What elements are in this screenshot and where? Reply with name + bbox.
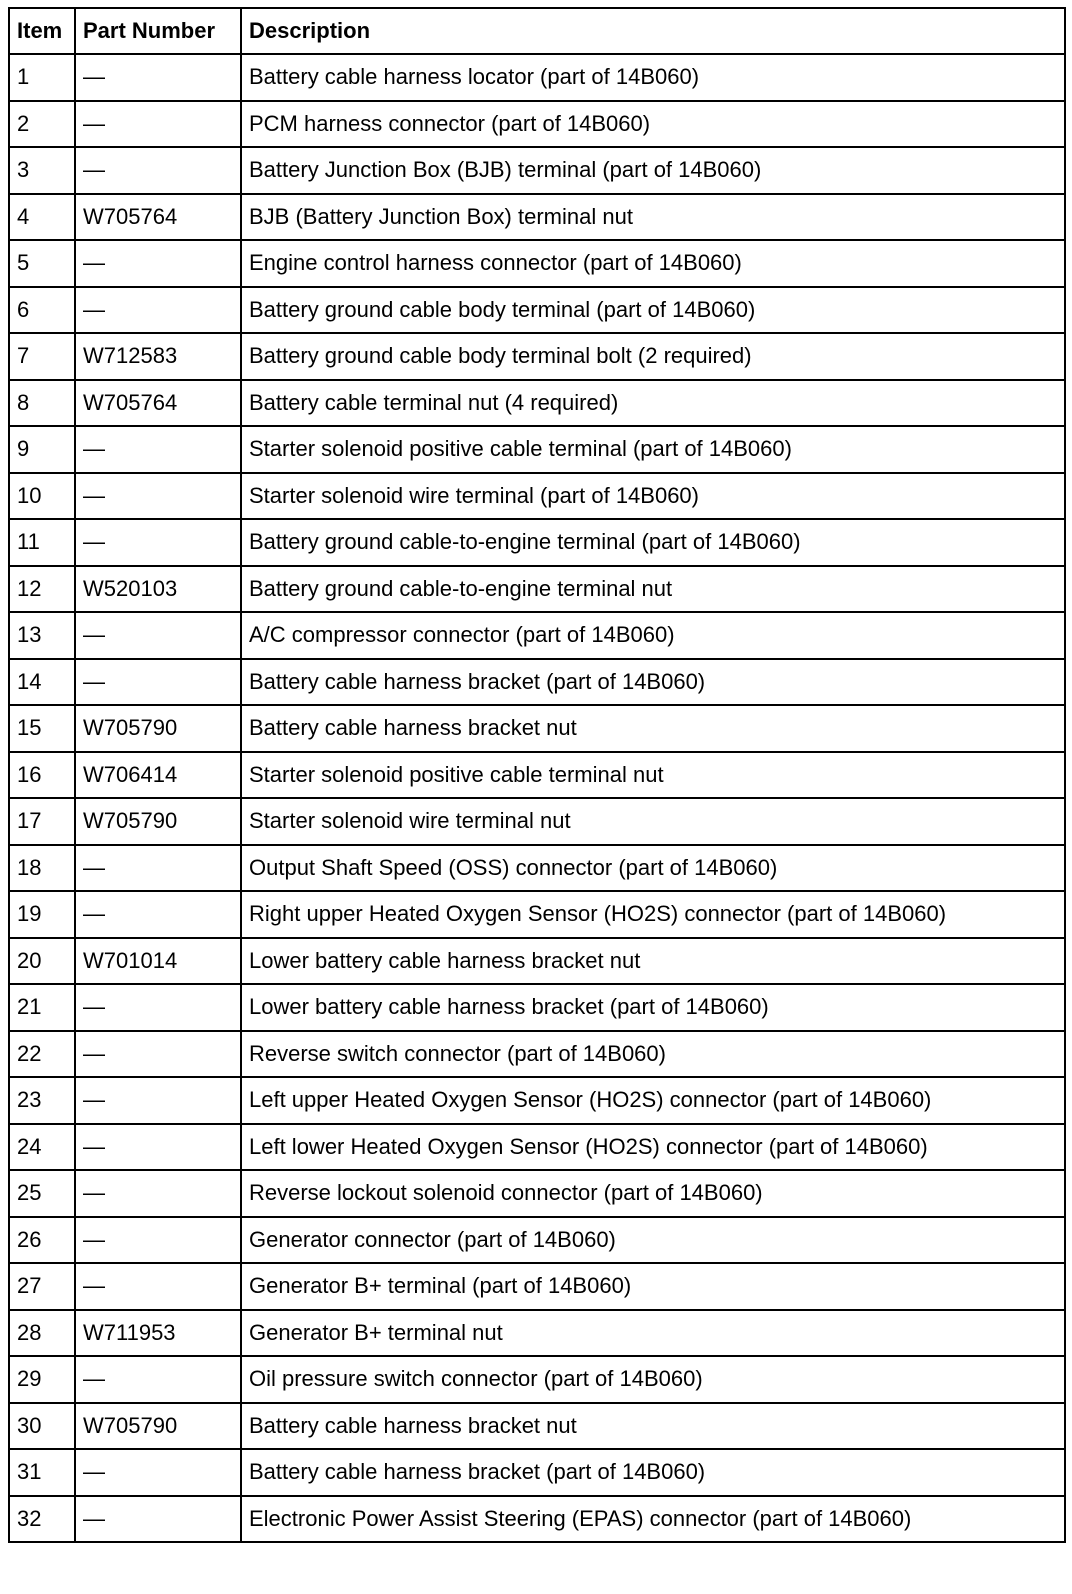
description-cell: Starter solenoid wire terminal nut (241, 798, 1065, 845)
table-row (9, 705, 1065, 752)
description-cell: A/C compressor connector (part of 14B060) (241, 612, 1065, 659)
table-row (9, 101, 1065, 148)
part-number-cell: — (75, 659, 241, 706)
table-row (9, 1031, 1065, 1078)
description-cell: Battery ground cable body terminal (part of 14B060) (241, 287, 1065, 334)
table-row (9, 519, 1065, 566)
part-number-cell: W712583 (75, 333, 241, 380)
description-cell: Battery cable harness locator (part of 14B060) (241, 54, 1065, 101)
description-cell: Engine control harness connector (part of 14B060) (241, 240, 1065, 287)
description-cell: Battery cable harness bracket nut (241, 705, 1065, 752)
item-cell: 3 (9, 147, 75, 194)
table-row (9, 752, 1065, 799)
part-number-cell: W705764 (75, 380, 241, 427)
description-cell: Battery cable harness bracket (part of 14B060) (241, 659, 1065, 706)
description-cell: Battery ground cable-to-engine terminal (part of 14B060) (241, 519, 1065, 566)
item-cell: 8 (9, 380, 75, 427)
description-cell: Left lower Heated Oxygen Sensor (HO2S) connector (part of 14B060) (241, 1124, 1065, 1171)
table-row (9, 426, 1065, 473)
description-cell: BJB (Battery Junction Box) terminal nut (241, 194, 1065, 241)
description-cell: Output Shaft Speed (OSS) connector (part of 14B060) (241, 845, 1065, 892)
description-cell: Electronic Power Assist Steering (EPAS) connector (part of 14B060) (241, 1496, 1065, 1543)
table-row (9, 333, 1065, 380)
item-cell: 17 (9, 798, 75, 845)
item-cell: 25 (9, 1170, 75, 1217)
item-cell: 4 (9, 194, 75, 241)
part-number-cell: — (75, 287, 241, 334)
part-number-cell: W705764 (75, 194, 241, 241)
item-cell: 30 (9, 1403, 75, 1450)
parts-table (8, 7, 1066, 1543)
item-cell: 29 (9, 1356, 75, 1403)
column-header-item: Item (9, 8, 75, 54)
table-row (9, 566, 1065, 613)
item-cell: 21 (9, 984, 75, 1031)
part-number-cell: — (75, 1077, 241, 1124)
table-row (9, 1217, 1065, 1264)
item-cell: 9 (9, 426, 75, 473)
part-number-cell: — (75, 1124, 241, 1171)
description-cell: Starter solenoid positive cable terminal nut (241, 752, 1065, 799)
item-cell: 20 (9, 938, 75, 985)
part-number-cell: — (75, 845, 241, 892)
description-cell: Generator connector (part of 14B060) (241, 1217, 1065, 1264)
table-body (9, 54, 1065, 1542)
description-cell: Left upper Heated Oxygen Sensor (HO2S) connector (part of 14B060) (241, 1077, 1065, 1124)
part-number-cell: — (75, 101, 241, 148)
item-cell: 31 (9, 1449, 75, 1496)
part-number-cell: — (75, 612, 241, 659)
table-header (9, 8, 1065, 54)
table-row (9, 612, 1065, 659)
description-cell: Reverse lockout solenoid connector (part of 14B060) (241, 1170, 1065, 1217)
description-cell: Oil pressure switch connector (part of 14B060) (241, 1356, 1065, 1403)
part-number-cell: — (75, 1217, 241, 1264)
part-number-cell: — (75, 891, 241, 938)
description-cell: Starter solenoid positive cable terminal (part of 14B060) (241, 426, 1065, 473)
item-cell: 23 (9, 1077, 75, 1124)
table-row (9, 380, 1065, 427)
table-row (9, 1170, 1065, 1217)
item-cell: 11 (9, 519, 75, 566)
item-cell: 6 (9, 287, 75, 334)
part-number-cell: — (75, 147, 241, 194)
description-cell: Battery ground cable body terminal bolt (2 required) (241, 333, 1065, 380)
item-cell: 18 (9, 845, 75, 892)
part-number-cell: — (75, 426, 241, 473)
part-number-cell: W520103 (75, 566, 241, 613)
part-number-cell: — (75, 1496, 241, 1543)
part-number-cell: — (75, 240, 241, 287)
table-row (9, 194, 1065, 241)
header-row (9, 8, 1065, 54)
table-row (9, 1077, 1065, 1124)
item-cell: 19 (9, 891, 75, 938)
item-cell: 1 (9, 54, 75, 101)
description-cell: Battery cable terminal nut (4 required) (241, 380, 1065, 427)
description-cell: Battery ground cable-to-engine terminal nut (241, 566, 1065, 613)
table-row (9, 891, 1065, 938)
item-cell: 15 (9, 705, 75, 752)
item-cell: 16 (9, 752, 75, 799)
table-row (9, 659, 1065, 706)
description-cell: PCM harness connector (part of 14B060) (241, 101, 1065, 148)
item-cell: 24 (9, 1124, 75, 1171)
table-row (9, 147, 1065, 194)
part-number-cell: — (75, 1170, 241, 1217)
item-cell: 22 (9, 1031, 75, 1078)
item-cell: 5 (9, 240, 75, 287)
column-header-part-number: Part Number (75, 8, 241, 54)
table-row (9, 1356, 1065, 1403)
table-row (9, 984, 1065, 1031)
table-row (9, 798, 1065, 845)
part-number-cell: — (75, 1449, 241, 1496)
part-number-cell: — (75, 54, 241, 101)
description-cell: Reverse switch connector (part of 14B060) (241, 1031, 1065, 1078)
part-number-cell: W705790 (75, 798, 241, 845)
item-cell: 10 (9, 473, 75, 520)
part-number-cell: — (75, 1263, 241, 1310)
item-cell: 14 (9, 659, 75, 706)
item-cell: 32 (9, 1496, 75, 1543)
description-cell: Battery Junction Box (BJB) terminal (part of 14B060) (241, 147, 1065, 194)
table-row (9, 1310, 1065, 1357)
part-number-cell: — (75, 473, 241, 520)
table-row (9, 54, 1065, 101)
description-cell: Lower battery cable harness bracket nut (241, 938, 1065, 985)
part-number-cell: — (75, 1356, 241, 1403)
description-cell: Battery cable harness bracket (part of 14B060) (241, 1449, 1065, 1496)
part-number-cell: — (75, 984, 241, 1031)
part-number-cell: W705790 (75, 705, 241, 752)
item-cell: 27 (9, 1263, 75, 1310)
description-cell: Starter solenoid wire terminal (part of 14B060) (241, 473, 1065, 520)
part-number-cell: — (75, 1031, 241, 1078)
part-number-cell: W711953 (75, 1310, 241, 1357)
description-cell: Generator B+ terminal nut (241, 1310, 1065, 1357)
item-cell: 2 (9, 101, 75, 148)
table-row (9, 845, 1065, 892)
item-cell: 12 (9, 566, 75, 613)
description-cell: Right upper Heated Oxygen Sensor (HO2S) connector (part of 14B060) (241, 891, 1065, 938)
table-row (9, 1449, 1065, 1496)
table-row (9, 473, 1065, 520)
column-header-description: Description (241, 8, 1065, 54)
description-cell: Battery cable harness bracket nut (241, 1403, 1065, 1450)
description-cell: Generator B+ terminal (part of 14B060) (241, 1263, 1065, 1310)
part-number-cell: W705790 (75, 1403, 241, 1450)
table-row (9, 287, 1065, 334)
item-cell: 13 (9, 612, 75, 659)
item-cell: 7 (9, 333, 75, 380)
table-row (9, 1496, 1065, 1543)
item-cell: 28 (9, 1310, 75, 1357)
item-cell: 26 (9, 1217, 75, 1264)
table-row (9, 240, 1065, 287)
table-row (9, 1263, 1065, 1310)
description-cell: Lower battery cable harness bracket (part of 14B060) (241, 984, 1065, 1031)
part-number-cell: — (75, 519, 241, 566)
part-number-cell: W701014 (75, 938, 241, 985)
table-row (9, 938, 1065, 985)
table-row (9, 1403, 1065, 1450)
table-row (9, 1124, 1065, 1171)
part-number-cell: W706414 (75, 752, 241, 799)
